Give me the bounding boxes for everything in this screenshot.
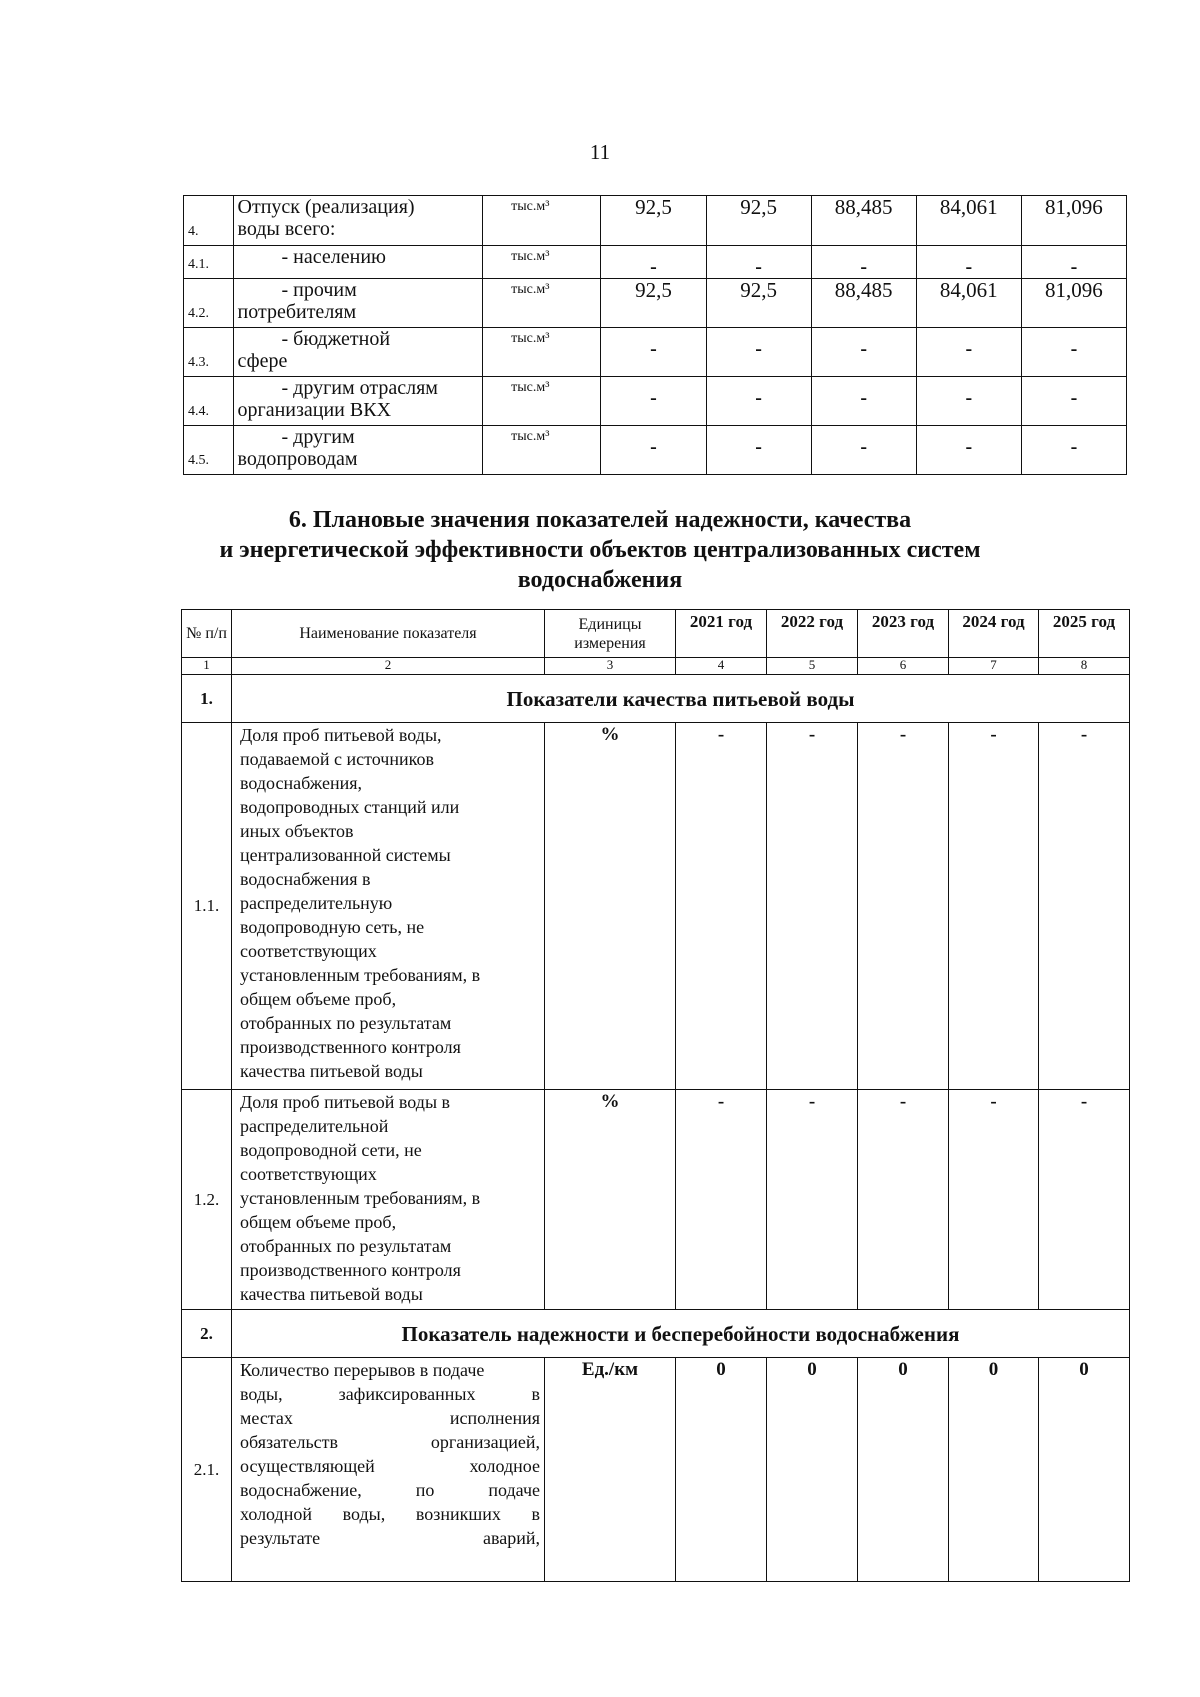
row-value: - — [601, 426, 706, 475]
row-value: - — [916, 246, 1021, 279]
row-name-line: - бюджетной — [281, 328, 391, 350]
row-value: - — [1021, 426, 1126, 475]
row-unit: тыс.м³ — [483, 426, 601, 475]
row-name — [233, 426, 483, 475]
row-value: - — [1021, 246, 1126, 279]
indicator-name-line: местах исполнения — [240, 1408, 540, 1428]
row-name — [233, 246, 483, 279]
section-title: Показатели качества питьевой воды — [232, 675, 1130, 723]
indicator-name-line: водоснабжения в — [240, 869, 371, 889]
column-number: 2 — [232, 658, 545, 675]
column-number: 6 — [858, 658, 949, 675]
row-name — [233, 377, 483, 426]
indicator-unit: % — [545, 1090, 676, 1310]
indicator-value: - — [767, 1090, 858, 1310]
header-year: 2021 год — [676, 610, 767, 658]
indicator-value: 0 — [858, 1358, 949, 1582]
indicator-value: 0 — [949, 1358, 1039, 1582]
indicator-name-line: качества питьевой воды — [240, 1284, 423, 1304]
indicators-table — [181, 609, 1130, 1582]
row-value: - — [601, 328, 706, 377]
header-year: 2024 год — [949, 610, 1039, 658]
row-value: 81,096 — [1021, 279, 1126, 328]
indicator-name-line: осуществляющей холодное — [240, 1456, 540, 1476]
row-name-line: потребителям — [237, 301, 357, 323]
table-row — [184, 279, 1127, 328]
indicator-name — [232, 1090, 545, 1310]
indicator-value: 0 — [767, 1358, 858, 1582]
header-unit: Единицы измерения — [545, 610, 676, 658]
row-unit: тыс.м³ — [483, 196, 601, 246]
section-title-line: водоснабжения — [517, 567, 683, 593]
indicator-name-line: холодной воды, возникших в — [240, 1504, 540, 1524]
page-number: 11 — [589, 140, 611, 164]
indicator-unit: Ед./км — [545, 1358, 676, 1582]
row-value: 84,061 — [916, 279, 1021, 328]
column-number: 5 — [767, 658, 858, 675]
row-value: - — [811, 377, 916, 426]
row-name-line: - другим отраслям — [281, 377, 438, 399]
indicator-name-line: производственного контроля — [240, 1260, 461, 1280]
section-title: Показатель надежности и бесперебойности водоснабжения — [232, 1310, 1130, 1358]
row-value: 92,5 — [601, 279, 706, 328]
row-value: - — [1021, 377, 1126, 426]
row-name-line: водопроводам — [237, 448, 358, 470]
table-row — [184, 426, 1127, 475]
indicator-name-line: централизованной системы — [240, 845, 451, 865]
indicator-name-line: подаваемой с источников — [240, 749, 434, 769]
consumption-table — [183, 195, 1127, 475]
row-name-line: - другим — [281, 426, 355, 448]
indicator-name-line: общем объеме проб, — [240, 989, 397, 1009]
indicator-name-line: воды, зафиксированных в — [240, 1384, 540, 1404]
column-number: 1 — [182, 658, 232, 675]
indicator-name-line: водопроводную сеть, не — [240, 917, 425, 937]
indicator-value: - — [1039, 723, 1130, 1090]
section-6-title — [0, 505, 1200, 595]
row-value: 88,485 — [811, 279, 916, 328]
indicator-name-line: производственного контроля — [240, 1037, 461, 1057]
row-value: 88,485 — [811, 196, 916, 246]
indicator-name-line: Доля проб питьевой воды в — [240, 1092, 451, 1112]
indicator-name-line: качества питьевой воды — [240, 1061, 423, 1081]
row-name — [233, 328, 483, 377]
indicator-name-line: установленным требованиям, в — [240, 1188, 481, 1208]
row-number: 1.2. — [182, 1090, 232, 1310]
indicator-name-line: установленным требованиям, в — [240, 965, 481, 985]
row-number: 2.1. — [182, 1358, 232, 1582]
indicator-value: - — [676, 723, 767, 1090]
indicator-name-line: распределительной — [240, 1116, 389, 1136]
indicator-name-line: общем объеме проб, — [240, 1212, 397, 1232]
column-number: 3 — [545, 658, 676, 675]
section-title-line: 6. Плановые значения показателей надежности, качества — [288, 507, 912, 533]
table-header-row — [182, 610, 1130, 658]
row-name — [233, 279, 483, 328]
indicator-value: - — [949, 1090, 1039, 1310]
indicator-name-line: обязательств организацией, — [240, 1432, 540, 1452]
section-title-line: и энергетической эффективности объектов централизованных систем — [219, 537, 981, 563]
indicator-value: - — [858, 1090, 949, 1310]
row-value: - — [601, 377, 706, 426]
row-name-line: организации ВКХ — [237, 399, 392, 421]
table-row — [182, 1090, 1130, 1310]
row-value: - — [706, 328, 811, 377]
indicator-name — [232, 723, 545, 1090]
indicator-name-line: водоснабжение, по подаче — [240, 1480, 540, 1500]
row-value: 92,5 — [706, 196, 811, 246]
indicator-unit: % — [545, 723, 676, 1090]
row-name-line: - прочим — [281, 279, 357, 301]
table-row — [184, 246, 1127, 279]
row-value: - — [811, 426, 916, 475]
row-value: - — [916, 328, 1021, 377]
row-number: 4.4. — [184, 377, 234, 426]
section-row — [182, 1310, 1130, 1358]
indicator-name-line: водоснабжения, — [240, 773, 363, 793]
row-number: 4.1. — [184, 246, 234, 279]
indicator-name — [232, 1358, 545, 1582]
indicator-name-line: Количество перерывов в подаче — [240, 1360, 485, 1380]
column-number-row — [182, 658, 1130, 675]
row-name-line: воды всего: — [237, 218, 336, 240]
row-value: 84,061 — [916, 196, 1021, 246]
indicator-name-line: соответствующих — [240, 1164, 377, 1184]
row-value: - — [706, 246, 811, 279]
row-value: 92,5 — [706, 279, 811, 328]
row-value: 81,096 — [1021, 196, 1126, 246]
section-number: 1. — [182, 675, 232, 723]
column-number: 8 — [1039, 658, 1130, 675]
row-number: 4. — [184, 196, 234, 246]
indicator-name-line: иных объектов — [240, 821, 354, 841]
row-number: 4.3. — [184, 328, 234, 377]
header-name: Наименование показателя — [232, 610, 545, 658]
row-value: - — [601, 246, 706, 279]
indicator-name-line: отобранных по результатам — [240, 1013, 452, 1033]
row-value: - — [811, 246, 916, 279]
table-row — [182, 1358, 1130, 1582]
indicator-name-line: соответствующих — [240, 941, 377, 961]
section-number: 2. — [182, 1310, 232, 1358]
row-value: - — [811, 328, 916, 377]
row-name-line: сфере — [237, 350, 288, 372]
row-unit: тыс.м³ — [483, 328, 601, 377]
row-number: 4.2. — [184, 279, 234, 328]
indicator-value: - — [949, 723, 1039, 1090]
indicator-name-line: Доля проб питьевой воды, — [240, 725, 442, 745]
row-name-line: Отпуск (реализация) — [237, 196, 415, 218]
indicator-name-line: отобранных по результатам — [240, 1236, 452, 1256]
indicator-name-line: водопроводной сети, не — [240, 1140, 422, 1160]
section-row — [182, 675, 1130, 723]
row-unit: тыс.м³ — [483, 377, 601, 426]
row-value: - — [706, 426, 811, 475]
column-number: 4 — [676, 658, 767, 675]
table-row — [184, 328, 1127, 377]
row-value: - — [706, 377, 811, 426]
row-value: - — [916, 377, 1021, 426]
row-value: - — [916, 426, 1021, 475]
indicator-value: 0 — [1039, 1358, 1130, 1582]
table-row — [184, 377, 1127, 426]
row-value: 92,5 — [601, 196, 706, 246]
indicator-value: - — [1039, 1090, 1130, 1310]
row-name-line: - населению — [281, 246, 386, 268]
row-unit: тыс.м³ — [483, 279, 601, 328]
indicator-value: - — [858, 723, 949, 1090]
header-num: № п/п — [182, 610, 232, 658]
row-number: 1.1. — [182, 723, 232, 1090]
header-year: 2022 год — [767, 610, 858, 658]
header-year: 2025 год — [1039, 610, 1130, 658]
table-row — [184, 196, 1127, 246]
row-value: - — [1021, 328, 1126, 377]
indicator-name-line: распределительную — [240, 893, 393, 913]
row-unit: тыс.м³ — [483, 246, 601, 279]
indicator-value: - — [676, 1090, 767, 1310]
indicator-value: - — [767, 723, 858, 1090]
row-number: 4.5. — [184, 426, 234, 475]
table-row — [182, 723, 1130, 1090]
row-name — [233, 196, 483, 246]
column-number: 7 — [949, 658, 1039, 675]
indicator-name-line: результате аварий, — [240, 1528, 540, 1548]
indicator-value: 0 — [676, 1358, 767, 1582]
header-year: 2023 год — [858, 610, 949, 658]
indicator-name-line: водопроводных станций или — [240, 797, 460, 817]
